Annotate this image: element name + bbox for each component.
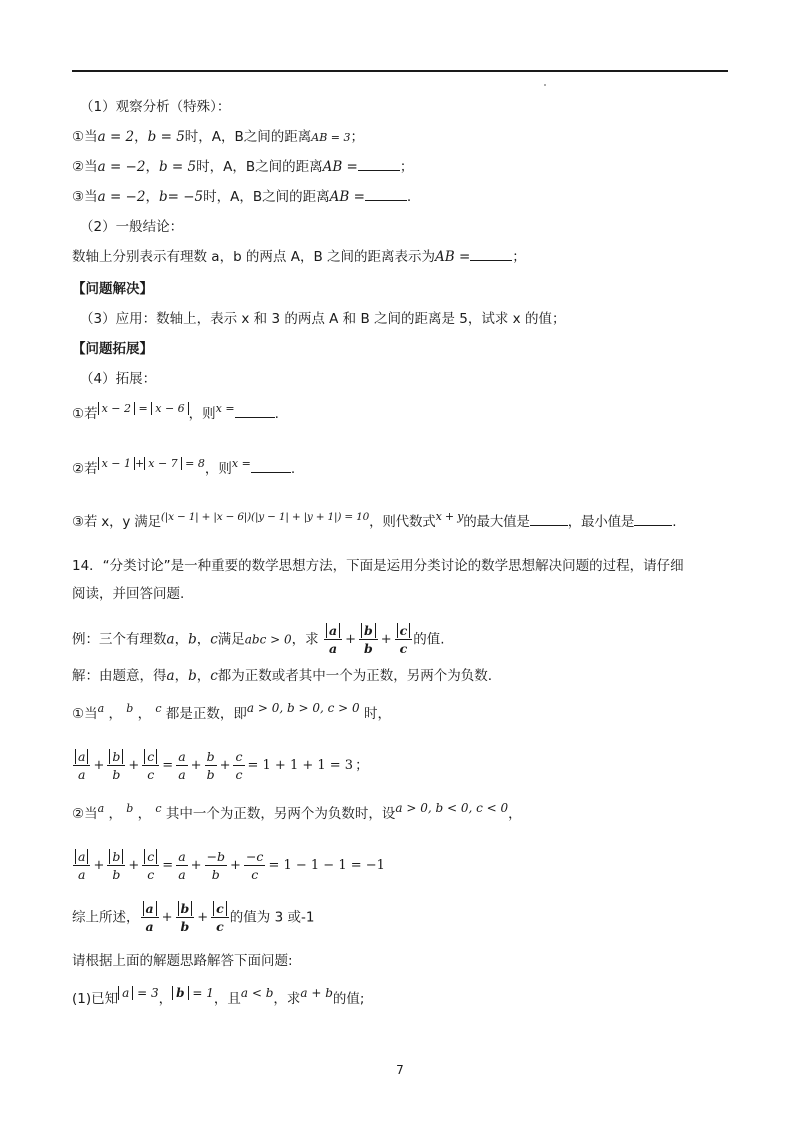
part-1: (1)已知 a = 3， b = 1，且a < b，求a + b的值; [72,986,365,1007]
summary-prefix: 综上所述， [72,909,140,926]
ext-3-min: ，最小值是 [567,514,635,530]
ext-3-max: 的最大值是 [463,514,530,530]
answer-blank[interactable] [530,525,568,526]
item-3: ③当a = −2，b= −5时，A，B之间的距离AB = . [72,189,412,205]
sec2-text [72,248,526,266]
part-1-expr: a + b [300,986,333,1000]
part-1-a-value: = 3 [137,986,159,1000]
sec2-body: 数轴上分别表示有理数 a，b 的两点 A，B 之间的距离表示为 [72,249,436,265]
summary-line: 综上所述， $\frac{a}{a}$ + $\frac{b}{b}$ + $\frac{c}{c}$ 的值为 3 或-1 [72,901,315,934]
case-2-prefix: ②当 [72,806,98,822]
ext-3-mid: ，则代数式 [369,514,436,530]
header-rule [72,70,728,72]
example-line: 例：三个有理数a，b，c满足abc > 0，求 $\frac{a}{a}$ + $\frac{b}{b}$ + $\frac{c}{c}$ 的值. [72,623,445,656]
case-2-formula: $\frac{a}{a}$ + $\frac{b}{b}$ + $\frac{c}{c}$ = $\frac{a}{a}$ + $\frac{-b}{b}$ + $\frac{-c}{c}$ = 1 − 1 − 1 = −1 [72,848,387,883]
sec1-title [80,98,230,116]
part-1-cond: a < b [240,986,274,1000]
ext-2-f2: x − 7 [144,457,181,470]
item-2-mid: 时，A，B之间的距离 [196,159,323,175]
item-3-a: a = −2 [97,189,146,205]
item-3-end: . [406,189,412,205]
ext-2-eq: = 8 [185,457,205,470]
case-1-mid: 都是正数，即 [165,706,247,722]
sec3-text [80,310,565,328]
sec2-title-text: （2）一般结论： [80,219,184,235]
ext-3-xy: x + y [435,510,464,523]
sec3-header [72,280,153,298]
item-1-ab: AB = 3 [311,131,351,144]
item-3-prefix: ③当 [72,189,98,205]
item-2-a: a = −2 [97,159,146,175]
ext-1-mid: ，则 [188,406,216,422]
item-1-mid: 时，A，B之间的距离 [184,129,312,145]
ext-1-right: x − 6 [151,402,188,415]
part-1-b: b [172,986,188,1000]
item-2: ②当a = −2，b = 5时，A，B之间的距离AB = ； [72,159,414,175]
ext-2-prefix: ②若 [72,461,98,477]
answer-blank[interactable] [251,472,291,473]
item-3-mid: 时，A，B之间的距离 [203,189,330,205]
item-1-b: b = 5 [147,129,185,145]
sec2-end: ； [512,249,526,265]
ext-1-left: x − 2 [98,402,135,415]
example-a: a [166,631,175,648]
case-1-end: 时， [363,706,391,722]
ext-3 [72,510,677,532]
case-1-semicolon: ； [355,757,369,774]
page-number: 7 [396,1063,404,1077]
case-2-cond: a > 0, b < 0, c < 0 [395,801,509,815]
answer-blank[interactable] [470,260,512,261]
ext-1-x: x = [215,402,235,415]
sec4-header-text: 【问题拓展】 [72,341,153,357]
ext-1-prefix: ①若 [72,406,98,422]
item-1-a: a = 2 [97,129,135,145]
ext-3-prefix: ③若 x，y 满足 [72,514,161,530]
ext-3-end: . [672,514,677,530]
sec4-title [80,370,156,388]
sec3-body: （3）应用：数轴上，表示 x 和 3 的两点 A 和 B 之间的距离是 5，试求 x 的值； [80,311,566,327]
ext-1 [72,402,279,424]
ext-2 [72,457,296,479]
item-1-end: ； [350,129,365,145]
ask-text: 请根据上面的解题思路解答下面问题: [72,953,293,969]
solution-prefix: 解：由题意，得 [72,668,167,684]
ext-1-eq: = [138,402,148,415]
solution-rest: 都为正数或者其中一个为正数，另两个为负数. [217,668,493,684]
sec1-title-text: （1）观察分析（特殊）： [80,99,231,115]
part-1-prefix: (1)已知 [72,991,119,1007]
q14-text-2: 阅读，并回答问题. [72,586,185,602]
ext-2-f1: x − 1 [98,457,135,470]
example-sep-2: ， [196,631,211,648]
item-3-ab: AB = [329,189,365,205]
solution-line: 解：由题意，得a，b，c都为正数或者其中一个为正数，另两个为负数. [72,668,493,684]
case-2-end: ， [508,806,522,822]
example-prefix: 例：三个有理数 [72,631,167,648]
case-2-result: = 1 − 1 − 1 = −1 [268,858,385,873]
example-c: c [210,631,218,648]
case-1: ①当$^a$ ， $^b$ ， $^c$ 都是正数，即a > 0, b > 0, c > 0 时， [72,701,391,722]
q14-line-2 [72,585,184,603]
ask-line [72,952,293,970]
example-ask: ，求 [291,631,319,648]
ext-2-mid: ，则 [204,461,232,477]
sec3-header-text: 【问题解决】 [72,281,153,297]
example-sep-1: ， [174,631,189,648]
case-1-cond: a > 0, b > 0, c > 0 [246,701,360,715]
example-b: b [188,631,197,648]
ext-2-plus: + [135,457,145,470]
ext-3-formula: (|x − 1| + |x − 6|)(|y − 1| + |y + 1|) = 10 [160,511,370,523]
item-3-b: b= −5 [158,189,204,205]
q14-text-1: 14．“分类讨论”是一种重要的数学思想方法，下面是运用分类讨论的数学思想解决问题的过程，请仔细 [72,558,684,574]
part-1-ask: ，求 [273,991,301,1007]
item-2-prefix: ②当 [72,159,98,175]
item-1: ①当a = 2，b = 5时，A，B之间的距离AB = 3； [72,129,365,145]
example-cond: abc > 0 [244,632,292,647]
part-1-a: a [118,986,133,1000]
sec2-title [80,218,183,236]
summary-post: 的值为 3 或-1 [229,909,315,926]
item-2-end: ； [399,159,414,175]
case-2-mid: 其中一个为正数，另两个为负数时，设 [165,806,396,822]
item-1-prefix: ①当 [72,129,98,145]
item-2-ab: AB = [322,159,358,175]
answer-blank[interactable] [634,525,672,526]
answer-blank[interactable] [235,417,275,418]
sec4-header [72,340,153,358]
ext-2-x: x = [231,457,251,470]
case-1-formula: $\frac{a}{a}$ + $\frac{b}{b}$ + $\frac{c}{c}$ = $\frac{a}{a}$ + $\frac{b}{b}$ + $\frac{c}{c}$ = 1 + 1 + 1 = 3 ； [72,748,369,783]
scan-dot [544,84,546,86]
ext-1-end: . [274,406,279,422]
sec2-ab: AB = [435,249,471,265]
ext-2-end: . [290,461,296,477]
part-1-mid: ，且 [213,991,241,1007]
item-2-b: b = 5 [158,159,197,175]
case-1-prefix: ①当 [72,706,98,722]
case-2: ②当$^a$ ， $^b$ ， $^c$ 其中一个为正数，另两个为负数时，设a > 0, b < 0, c < 0， [72,801,522,822]
answer-blank[interactable] [365,200,407,201]
part-1-end: 的值; [332,991,365,1007]
answer-blank[interactable] [358,170,400,171]
case-1-result: = 1 + 1 + 1 = 3 [247,758,354,773]
example-end: 的值. [413,631,445,648]
sec4-title-text: （4）拓展： [80,371,157,387]
example-cond-prefix: 满足 [217,631,245,648]
q14-line-1 [72,557,684,575]
part-1-b-value: = 1 [192,986,214,1000]
